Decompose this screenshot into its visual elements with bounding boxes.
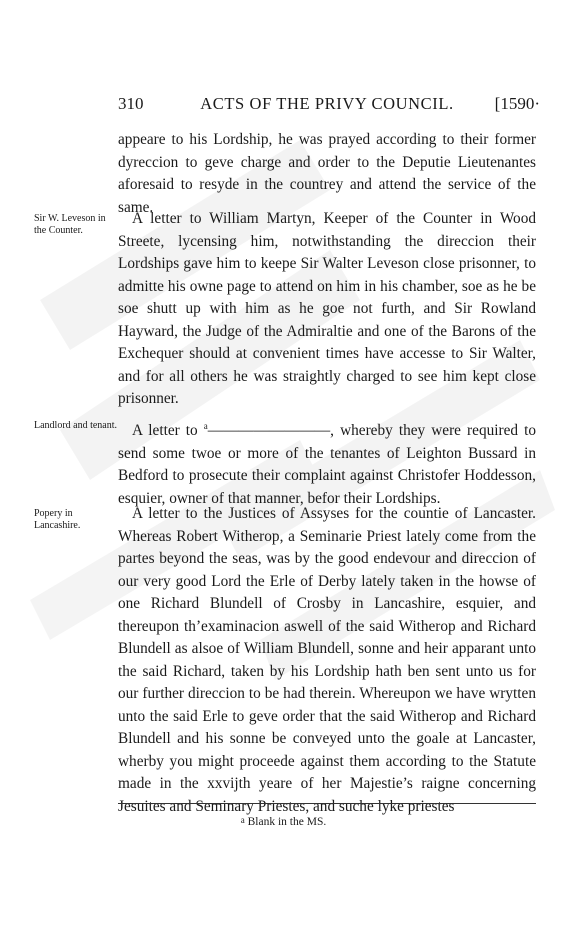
footnote-rule [118, 803, 536, 804]
paragraph-text: A letter to William Martyn, Keeper of the Counter in Wood Streete, lycensing him, notwithstanding the direccion their Lordships gave him to keepe Sir Walter Leveson close prisonner, to admitte his owne page to attend on him in his chamber, soe as he be soe shutt up with him as he goe not furth, and Sir Rowland Hayward, the Judge of the Admiraltie and one of the Barons of the Exchequer should at convenient times have accesse to Sir Walter, and for all others he was straightly charged to see him kept close prisonner. [118, 210, 536, 407]
footnote-text: Blank in the MS. [247, 816, 327, 828]
margin-note-popery: Popery in Lancashire. [34, 508, 81, 531]
footnote [0, 815, 567, 828]
page-number: 310 [118, 94, 144, 113]
paragraph-text: A letter to the Justices of Assyses for the countie of Lancaster. Whereas Robert Witherop, a Seminarie Priest lately come from the partes beyond the seas, was by the good endevour and direccion of our very good Lord the Erle of Derby lately taken in the howse of one Richard Blundell of Crosby in Lancashire, esquier, and thereupon th’examinacion aswell of the said Witherop and Richard Blundell as alsoe of William Blundell, sonne and heir apparant unto the said Richard, taken by his Lordship hath ben sent unto us for our further direccion to be had therein. Whereupon we have wrytten unto the said Erle to geve order that the said Witherop and Richard Blundell and his sonne be conveyed unto the goale at Lancaster, wherby you might proceede against them according to the Statute made in the xxvijth yeare of her Majestie’s raigne concerning Jesuites and Seminary Priestes, and suche lyke priestes [118, 505, 536, 815]
footnote-ref: a [203, 421, 208, 431]
running-title: ACTS OF THE PRIVY COUNCIL. [200, 94, 454, 113]
paragraph-popery [118, 503, 536, 818]
margin-note-leveson: Sir W. Leveson in the Counter. [34, 213, 106, 236]
paragraph-text: appeare to his Lordship, he was prayed according to their former dyreccion to geve charge and order to the Deputie Lieutenantes aforesaid to resyde in the countrey and attend the service of the same. [118, 131, 536, 216]
blank-line: ———————— [207, 422, 331, 440]
margin-note-landlord: Landlord and tenant. [34, 420, 118, 431]
paragraph-continued [118, 129, 536, 219]
paragraph-landlord [118, 415, 536, 510]
page-year: [1590· [494, 94, 540, 113]
paragraph-text-end: , whereby they were required to send some twoe or more of the tenantes of Leighton Bussard in Bedford to prosecute their complaint against Christofer Hoddesson, esquier, owner of that manner, befor their Lordships. [118, 422, 537, 507]
paragraph-leveson [118, 208, 536, 411]
footnote-marker: a [240, 815, 245, 825]
page-header [118, 94, 540, 116]
paragraph-text-start: A letter to [132, 422, 204, 440]
